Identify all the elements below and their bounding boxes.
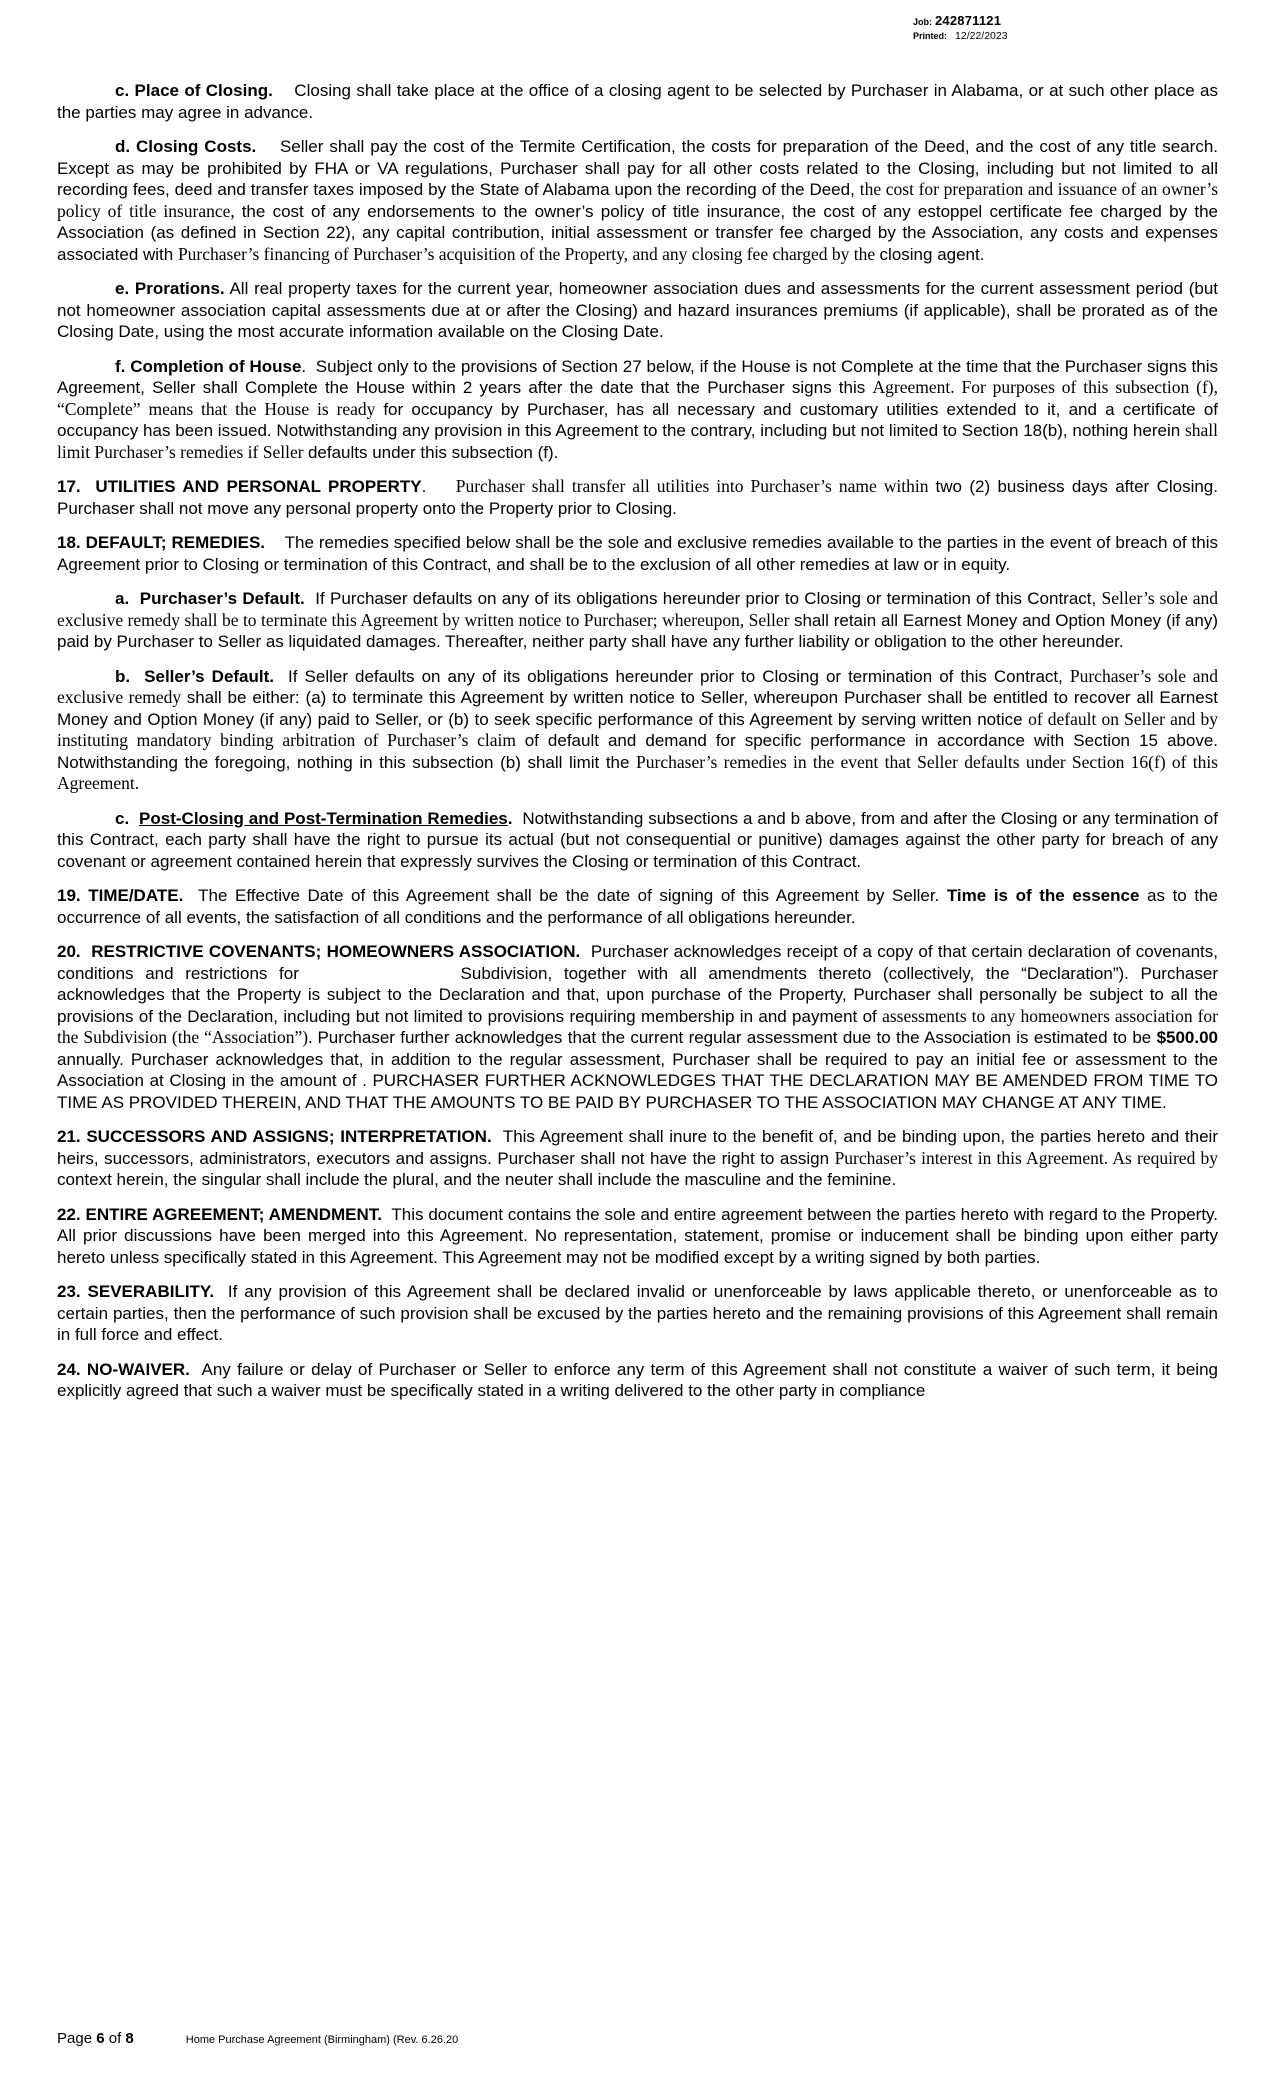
of-label: of <box>108 2030 122 2047</box>
text-run: two (2) business days after Closing. Purchaser shall not move any personal property onto the Property prior to Closing. <box>57 477 1218 518</box>
text-run: . <box>507 808 513 828</box>
text-run: Seller shall pay the cost of the Termite Certification, the costs for preparation of the Deed, and the cost of any title search. Except as may be prohibited by FHA or VA regulations, Purchaser shall pay for all other costs related to the Closing, including but not limited to all recording fees, deed and transfer taxes imposed by the State of Alabama upon the recording of the Deed, <box>57 137 1218 199</box>
text-run: defaults under this subsection (f). <box>307 442 559 462</box>
text-run: If Purchaser defaults on any of its obligations hereunder prior to Closing or termination of this Contract, <box>304 589 1102 608</box>
printed-line <box>913 30 1008 43</box>
text-run: context herein, the singular shall include the plural, and the neuter shall include the masculine and the feminine. <box>57 1170 897 1189</box>
text-run: Purchaser’s interest in this Agreement. As required by <box>834 1147 1218 1168</box>
page-number: 6 <box>96 2030 105 2047</box>
job-line <box>913 13 1008 29</box>
text-run: Purchaser’s remedies in the event that Seller defaults under Section 16(f) of this Agreement. <box>57 751 1218 793</box>
page-indicator <box>57 2030 134 2047</box>
paragraph <box>57 476 1218 519</box>
paragraph <box>57 356 1218 464</box>
text-run: Purchaser’s financing of Purchaser’s acquisition of the Property, and any closing fee charged by the <box>177 243 880 264</box>
text-run: d. Closing Costs. <box>115 137 257 156</box>
text-run: b. Seller’s Default. <box>115 666 275 686</box>
paragraph <box>57 1359 1218 1402</box>
text-run: Closing shall take place at the office of a closing agent to be selected by Purchaser in Alabama, or at such other place as the parties may agree in advance. <box>57 81 1219 122</box>
text-run: closing agent. <box>879 244 985 264</box>
text-run: shall be either: (a) to terminate this Agreement by written notice to Seller, whereupon Purchaser shall be entitled to recover all Earnest Money and Option Money (if any) paid to Seller, or (b) to seek specific performance of this Agreement by serving written notice <box>57 688 1218 729</box>
page-label: Page <box>57 2030 93 2047</box>
job-number: 242871121 <box>935 13 1002 28</box>
text-run: shall retain all Earnest Money and Option Money (if any) paid by Purchaser to Seller as liquidated damages. Thereafter, neither party shall have any further liability or obligation to the other hereunder. <box>57 610 1218 651</box>
text-run: 23. SEVERABILITY. <box>57 1282 215 1301</box>
text-run: 24. NO-WAIVER. <box>57 1359 190 1379</box>
paragraph <box>57 808 1218 873</box>
text-run: c. <box>115 808 140 828</box>
paragraph <box>57 885 1218 928</box>
text-run: 18. DEFAULT; REMEDIES. <box>57 533 266 552</box>
text-run: Notwithstanding subsections a and b above, from and after the Closing or any termination of this Contract, each party shall have the right to pursue its actual (but not consequential or punitive) damages against the other party for breach of any covenant or agreement contained herein that expressly survives the Closing or termination of this Contract. <box>57 808 1218 871</box>
text-run: shall limit Purchaser’s remedies if Seller <box>57 420 1218 462</box>
text-run: The remedies specified below shall be the sole and exclusive remedies available to the parties in the event of breach of this Agreement prior to Closing or termination of this Contract, and shall be to the exclusion of all other remedies at law or in equity. <box>57 533 1218 574</box>
job-label: Job: <box>913 17 932 27</box>
text-run: The Effective Date of this Agreement shall be the date of signing of this Agreement by Seller. <box>183 886 947 905</box>
text-run: the cost for preparation and issuance of an owner’s policy of title insurance, <box>57 179 1219 221</box>
text-run: Time is of the essence <box>946 886 1140 905</box>
text-run: f. Completion of House <box>115 356 302 376</box>
text-run: as to the occurrence of all events, the satisfaction of all conditions and the performance of all obligations hereunder. <box>57 886 1218 927</box>
text-run: Post-Closing and Post-Termination Remedies <box>139 808 508 828</box>
paragraph <box>57 1126 1218 1191</box>
paragraph <box>57 278 1218 343</box>
print-header <box>913 13 1008 43</box>
text-run: 17. UTILITIES AND PERSONAL PROPERTY <box>57 477 422 496</box>
text-run: Subdivision, together with all amendments thereto (collectively, the “Declaration”). Purchaser acknowledges that the Property is subject to the Declaration and that, upon purchase of the Property, Purchaser shall personally be subject to all the provisions of the Declaration, including but not limited to provisions requiring membership in and payment of <box>57 963 1218 1026</box>
text-run: . Subject only to the provisions of Section 27 below, if the House is not Complete at the time that the Purchaser signs this Agreement, Seller shall Complete the House within 2 years after the date that the Purchaser signs this <box>57 356 1219 397</box>
text-run: All real property taxes for the current year, homeowner association dues and assessments for the current assessment period (but not homeowner association capital assessments due at or after the Closing) and hazard insurances premiums (if applicable), shall be prorated as of the Closing Date, using the most accurate information available on the Closing Date. <box>57 279 1219 341</box>
text-run: c. Place of Closing. <box>115 81 273 100</box>
text-run: Purchaser acknowledges receipt of a copy of that certain declaration of covenants, conditions and restrictions for <box>57 942 1219 983</box>
paragraph <box>57 80 1218 123</box>
text-run: Purchaser shall transfer all utilities into Purchaser’s name within <box>455 476 936 496</box>
text-run: Purchaser further acknowledges that the current regular assessment due to the Association is estimated to be <box>317 1028 1157 1047</box>
paragraph <box>57 532 1218 575</box>
text-run: of default and demand for specific performance in accordance with Section 15 above. Notwithstanding the foregoing, nothing in this subsection (b) shall limit the <box>57 731 1218 772</box>
text-run: of default on Seller and by instituting mandatory binding arbitration of Purchaser’s claim <box>57 708 1218 750</box>
paragraph <box>57 666 1218 795</box>
page-total: 8 <box>125 2030 134 2047</box>
text-run: 22. ENTIRE AGREEMENT; AMENDMENT. <box>57 1204 382 1224</box>
text-run: If Seller defaults on any of its obligations hereunder prior to Closing or termination of this Contract, <box>274 666 1070 686</box>
text-run: the cost of any endorsements to the owner’s policy of title insurance, the cost of any estoppel certificate fee charged by the Association (as defined in Section 22), any capital contribution, initial assessment or transfer fee charged by the Association, any costs and expenses associated with <box>57 201 1218 264</box>
paragraph <box>57 588 1218 653</box>
text-run: Any failure or delay of Purchaser or Seller to enforce any term of this Agreement shall not constitute a waiver of such term, it being explicitly agreed that such a waiver must be specifically stated in a writing delivered to the other party in compliance <box>57 1359 1218 1400</box>
text-run: 21. SUCCESSORS AND ASSIGNS; INTERPRETATION. <box>57 1127 492 1146</box>
text-run: annually. Purchaser acknowledges that, in addition to the regular assessment, Purchaser shall be required to pay an initial fee or assessment to the Association at Closing in the amount of . PURCHASER FURTHER ACKNOWLEDGES THAT THE DECLARATION MAY BE AMENDED FROM TIME TO TIME AS PROVIDED THEREIN, AND THAT THE AMOUNTS TO BE PAID BY PURCHASER TO THE ASSOCIATION MAY CHANGE AT ANY TIME. <box>57 1049 1218 1112</box>
paragraph <box>57 1281 1218 1346</box>
text-run: for occupancy by Purchaser, has all necessary and customary utilities extended to it, and a certificate of occupancy has been issued. Notwithstanding any provision in this Agreement to the contrary, including but not limited to Section 18(b), nothing herein <box>57 399 1218 440</box>
paragraph <box>57 941 1218 1113</box>
text-run: assessments to any homeowners association for the Subdivision (the “Association”). <box>57 1005 1218 1047</box>
text-run: $500.00 <box>1156 1028 1219 1047</box>
document-body <box>57 80 1218 1415</box>
printed-label: Printed: <box>913 31 948 42</box>
text-run: . <box>421 477 456 496</box>
footer-doc-title: Home Purchase Agreement (Birmingham) (Rev. 6.26.20 <box>185 2034 459 2046</box>
text-run: Seller’s sole and exclusive remedy shall be to terminate this Agreement by written notice to Purchaser; whereupon, Seller <box>57 588 1218 630</box>
paragraph <box>57 1204 1218 1269</box>
text-run: 20. RESTRICTIVE COVENANTS; HOMEOWNERS ASSOCIATION. <box>57 942 581 961</box>
text-run: This document contains the sole and entire agreement between the parties hereto with regard to the Property. All prior discussions have been merged into this Agreement. No representation, statement, promise or inducement shall be binding upon either party hereto unless specifically stated in this Agreement. This Agreement may not be modified except by a writing signed by both parties. <box>57 1204 1218 1267</box>
text-run: e. Prorations. <box>115 279 225 298</box>
text-run: If any provision of this Agreement shall be declared invalid or unenforceable by laws applicable thereto, or unenforceable as to certain parties, then the performance of such provision shall be excused by the parties hereto and the remaining provisions of this Agreement shall remain in full force and effect. <box>57 1282 1218 1344</box>
text-run: 19. TIME/DATE. <box>57 886 184 905</box>
paragraph <box>57 136 1218 265</box>
text-run: a. Purchaser’s Default. <box>115 589 305 608</box>
text-run: Agreement. For purposes of this subsection (f), “Complete” means that the House is ready <box>57 377 1218 419</box>
page-footer <box>57 2030 458 2047</box>
text-run: Purchaser’s sole and exclusive remedy <box>57 665 1219 707</box>
text-run: This Agreement shall inure to the benefit of, and be binding upon, the parties hereto and their heirs, successors, administrators, executors and assigns. Purchaser shall not have the right to assign <box>57 1127 1218 1168</box>
printed-date: 12/22/2023 <box>955 30 1008 43</box>
